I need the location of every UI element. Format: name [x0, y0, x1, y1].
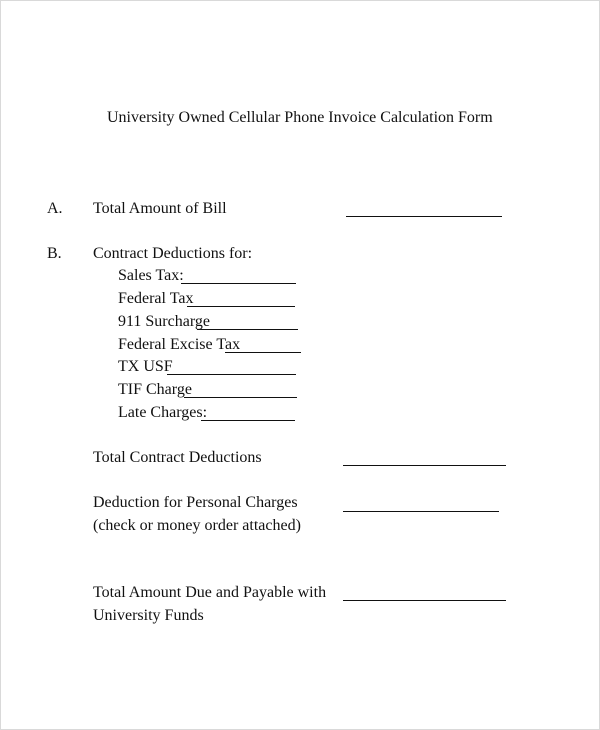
federal-excise-tax-blank[interactable] [225, 352, 301, 353]
contract-deductions-heading: Contract Deductions for: [93, 245, 253, 262]
late-charges-label: Late Charges: [118, 404, 208, 421]
911-surcharge-label: 911 Surcharge [118, 313, 210, 330]
tx-usf-blank[interactable] [167, 374, 296, 375]
personal-charges-blank[interactable] [343, 511, 499, 512]
tx-usf-label: TX USF [118, 358, 173, 375]
total-contract-deductions-label: Total Contract Deductions [93, 449, 262, 466]
total-amount-of-bill-label: Total Amount of Bill [93, 200, 227, 217]
late-charges-blank[interactable] [201, 420, 295, 421]
total-due-label-line2: University Funds [93, 607, 204, 624]
tif-charge-blank[interactable] [184, 397, 297, 398]
911-surcharge-blank[interactable] [197, 329, 298, 330]
total-due-blank[interactable] [343, 600, 506, 601]
federal-excise-tax-label: Federal Excise Tax [118, 336, 241, 353]
personal-charges-note: (check or money order attached) [93, 517, 301, 534]
total-contract-deductions-blank[interactable] [343, 465, 506, 466]
tif-charge-label: TIF Charge [118, 381, 192, 398]
total-amount-of-bill-blank[interactable] [346, 216, 502, 217]
federal-tax-blank[interactable] [187, 306, 295, 307]
personal-charges-label: Deduction for Personal Charges [93, 494, 298, 511]
total-due-label-line1: Total Amount Due and Payable with [93, 584, 327, 601]
federal-tax-label: Federal Tax [118, 290, 194, 307]
form-title: University Owned Cellular Phone Invoice Calculation Form [107, 109, 493, 126]
section-a-letter: A. [47, 200, 63, 217]
section-b-letter: B. [47, 245, 62, 262]
sales-tax-blank[interactable] [181, 283, 296, 284]
sales-tax-label: Sales Tax: [118, 267, 184, 284]
